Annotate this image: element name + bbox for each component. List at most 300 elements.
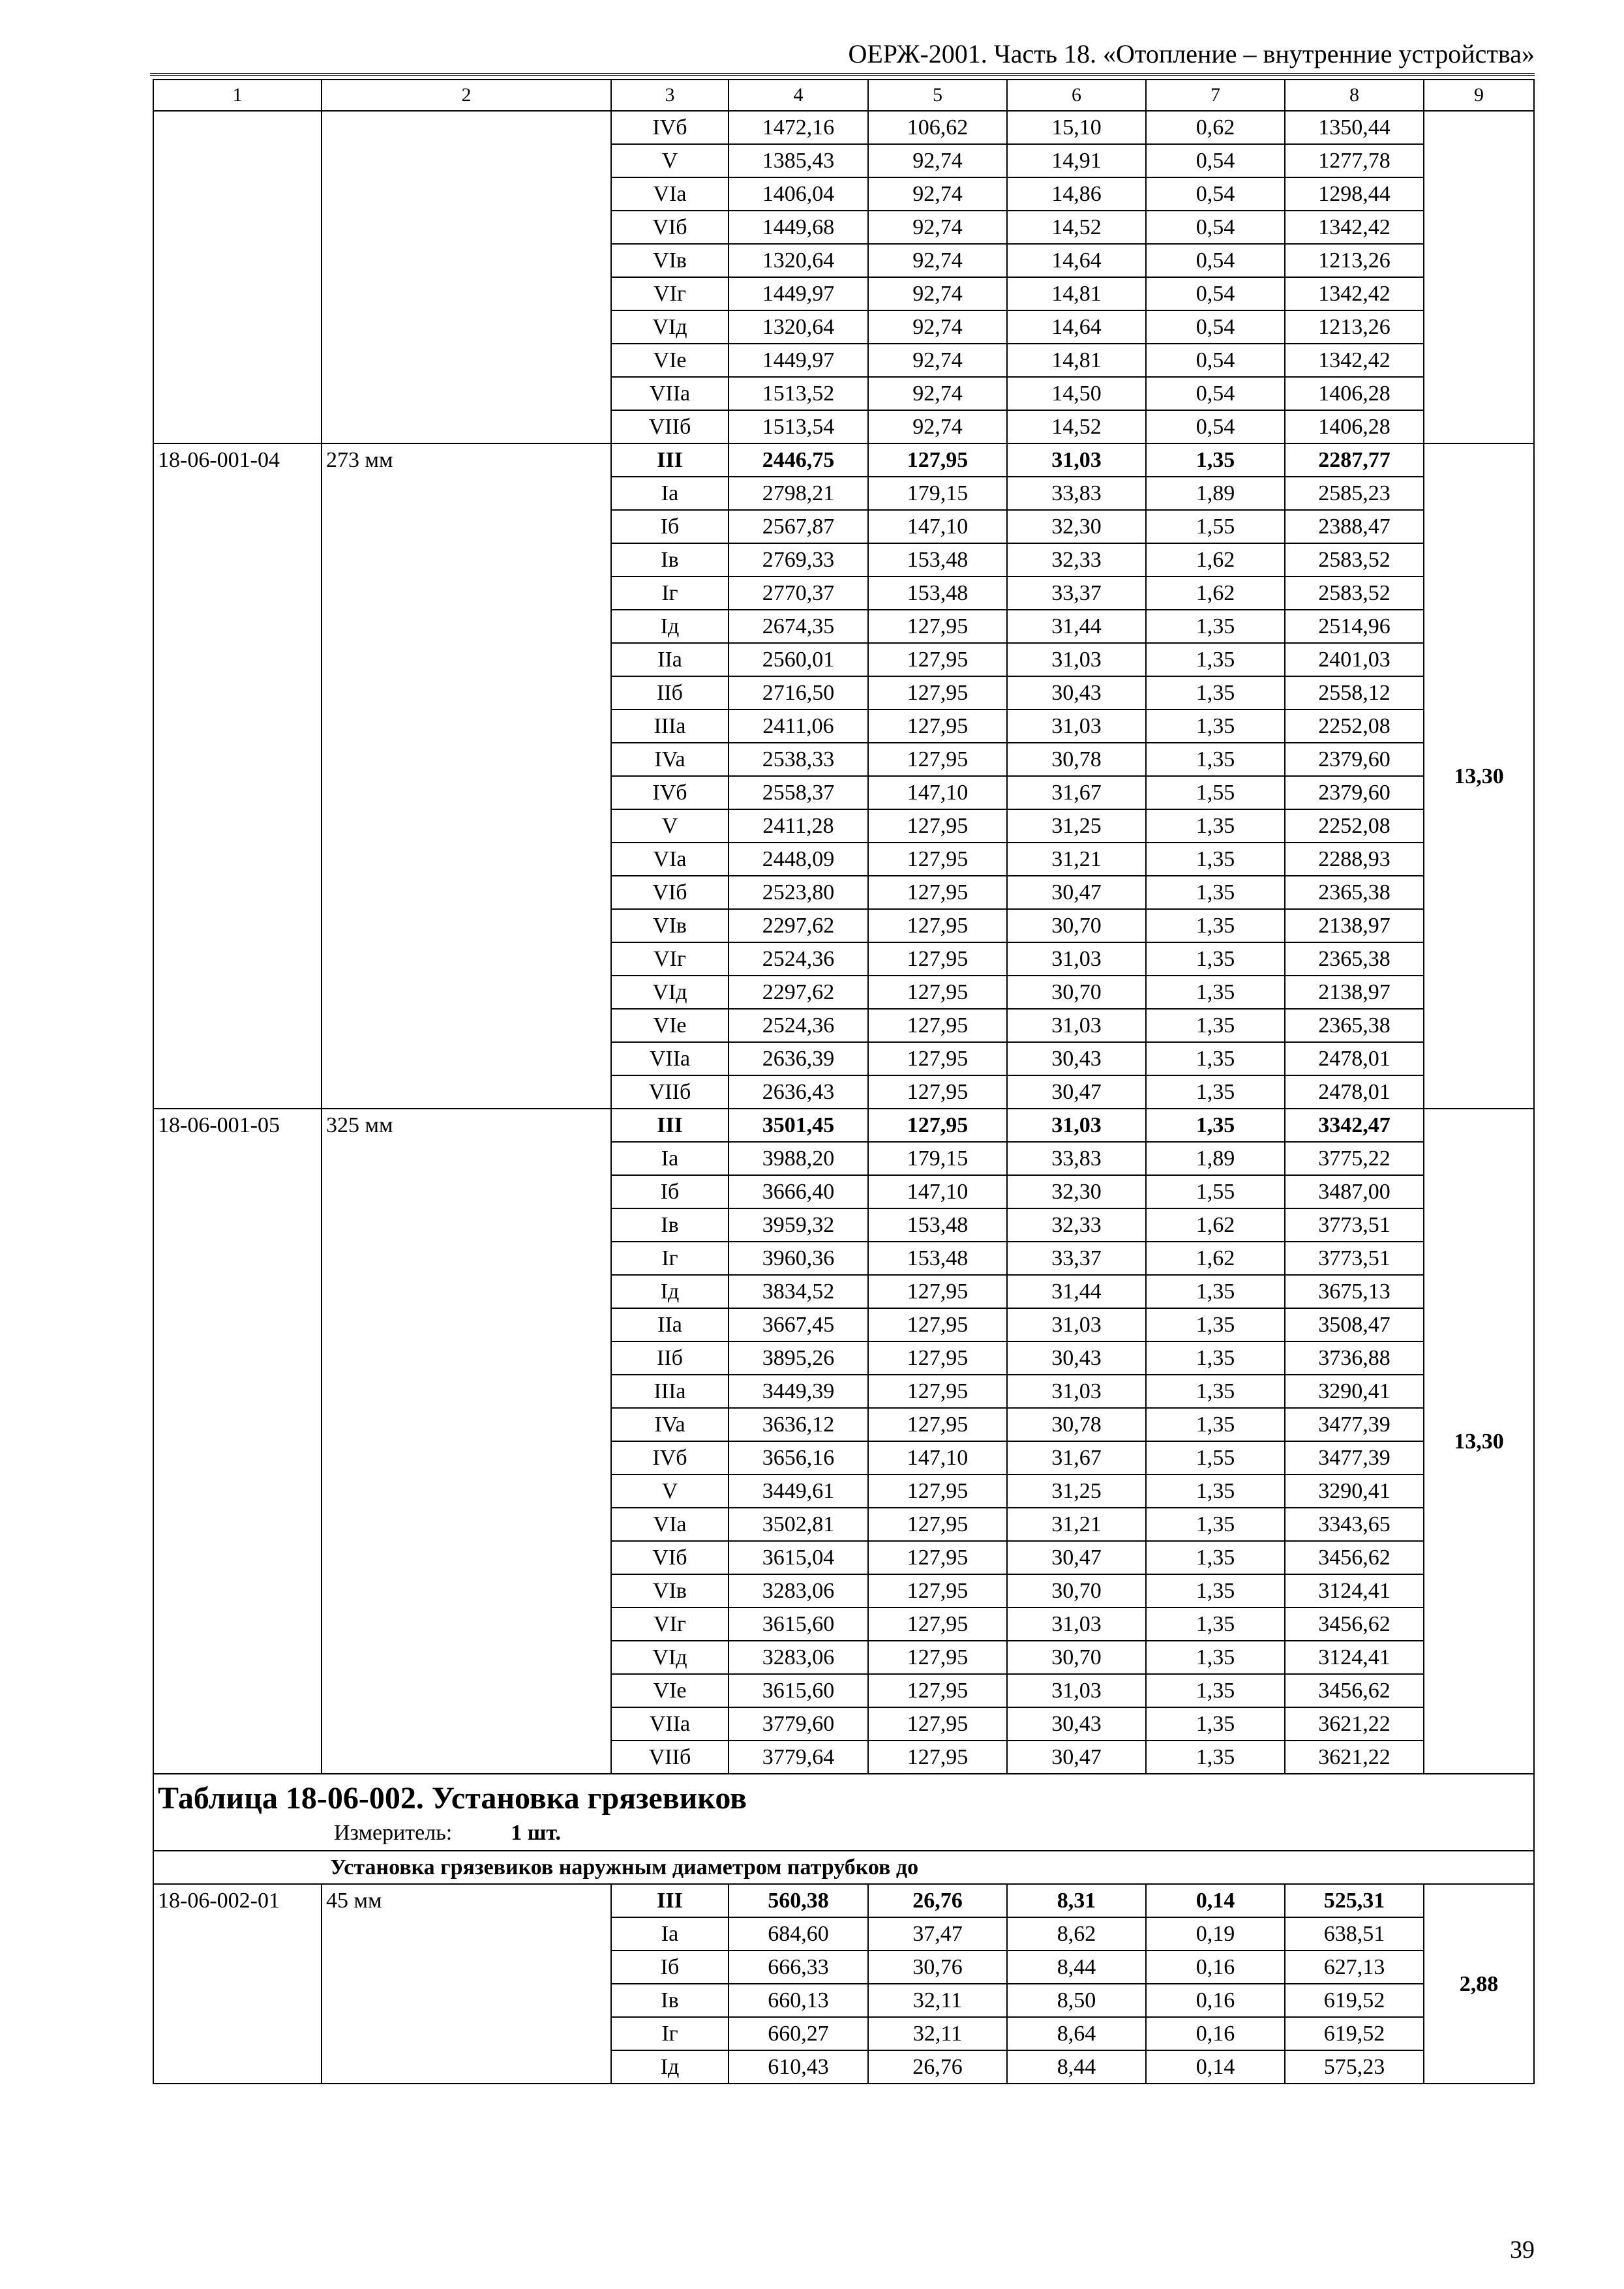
value-cell: 1,35: [1146, 443, 1285, 477]
value-cell: 1,35: [1146, 1341, 1285, 1375]
value-cell: 1,62: [1146, 1242, 1285, 1275]
value-cell: 31,03: [1007, 443, 1146, 477]
zone-cell: IIa: [611, 643, 729, 676]
zone-cell: IIб: [611, 1341, 729, 1375]
column-number: 8: [1285, 80, 1424, 111]
pipe-diameter: 273 мм: [322, 443, 611, 1109]
value-cell: 1,35: [1146, 809, 1285, 843]
value-cell: 1,35: [1146, 1109, 1285, 1142]
value-cell: 1,35: [1146, 643, 1285, 676]
zone-cell: VIIб: [611, 1075, 729, 1109]
zone-cell: V: [611, 809, 729, 843]
value-cell: 1,35: [1146, 876, 1285, 909]
value-cell: 525,31: [1285, 1884, 1424, 1917]
value-cell: 1513,54: [729, 410, 868, 443]
value-cell: 1,62: [1146, 543, 1285, 576]
value-cell: 31,03: [1007, 1109, 1146, 1142]
value-cell: 0,54: [1146, 144, 1285, 177]
value-cell: 153,48: [868, 1242, 1007, 1275]
value-cell: 2674,35: [729, 610, 868, 643]
value-cell: 1,62: [1146, 576, 1285, 610]
value-cell: 30,76: [868, 1951, 1007, 1984]
labor-cost-cell: 13,30: [1424, 1109, 1534, 1774]
value-cell: 0,16: [1146, 1984, 1285, 2017]
value-cell: 32,11: [868, 1984, 1007, 2017]
value-cell: 2297,62: [729, 909, 868, 942]
value-cell: 627,13: [1285, 1951, 1424, 1984]
value-cell: 26,76: [868, 2050, 1007, 2084]
value-cell: 127,95: [868, 1009, 1007, 1042]
value-cell: 2583,52: [1285, 576, 1424, 610]
value-cell: 1,35: [1146, 1608, 1285, 1641]
value-cell: 31,21: [1007, 1508, 1146, 1541]
value-cell: 15,10: [1007, 111, 1146, 144]
value-cell: 3667,45: [729, 1308, 868, 1341]
rate-code: 18-06-002-01: [153, 1884, 322, 2084]
value-cell: 14,86: [1007, 177, 1146, 211]
zone-cell: IIIa: [611, 710, 729, 743]
page-number: 39: [1510, 2236, 1535, 2264]
zone-cell: VIIб: [611, 410, 729, 443]
value-cell: 92,74: [868, 410, 1007, 443]
zone-cell: IIIa: [611, 1375, 729, 1408]
value-cell: 1320,64: [729, 310, 868, 344]
value-cell: 0,62: [1146, 111, 1285, 144]
value-cell: 2379,60: [1285, 776, 1424, 809]
zone-cell: Iб: [611, 1175, 729, 1208]
zone-cell: Ia: [611, 477, 729, 510]
value-cell: 37,47: [868, 1917, 1007, 1951]
value-cell: 1,35: [1146, 1275, 1285, 1308]
column-number: 9: [1424, 80, 1534, 111]
zone-cell: Ia: [611, 1917, 729, 1951]
value-cell: 31,03: [1007, 643, 1146, 676]
value-cell: 1406,28: [1285, 377, 1424, 410]
value-cell: 127,95: [868, 1408, 1007, 1441]
value-cell: 127,95: [868, 1608, 1007, 1641]
value-cell: 3124,41: [1285, 1574, 1424, 1608]
section-heading: [153, 1774, 1534, 1851]
value-cell: 92,74: [868, 211, 1007, 244]
value-cell: 127,95: [868, 909, 1007, 942]
zone-cell: VIe: [611, 1009, 729, 1042]
value-cell: 3775,22: [1285, 1142, 1424, 1175]
value-cell: 3621,22: [1285, 1741, 1424, 1774]
value-cell: 31,21: [1007, 843, 1146, 876]
pipe-diameter: 325 мм: [322, 1109, 611, 1774]
value-cell: 3675,13: [1285, 1275, 1424, 1308]
value-cell: 660,13: [729, 1984, 868, 2017]
table-row: [153, 111, 1534, 144]
value-cell: 2448,09: [729, 843, 868, 876]
value-cell: 30,43: [1007, 1707, 1146, 1741]
value-cell: 1449,97: [729, 277, 868, 310]
value-cell: 2478,01: [1285, 1042, 1424, 1075]
value-cell: 30,70: [1007, 976, 1146, 1009]
value-cell: 3736,88: [1285, 1341, 1424, 1375]
value-cell: 30,43: [1007, 676, 1146, 710]
value-cell: 3290,41: [1285, 1474, 1424, 1508]
column-number: 2: [322, 80, 611, 111]
value-cell: 2798,21: [729, 477, 868, 510]
value-cell: 8,44: [1007, 1951, 1146, 1984]
value-cell: 1342,42: [1285, 344, 1424, 377]
zone-cell: VIв: [611, 1574, 729, 1608]
value-cell: 1,55: [1146, 510, 1285, 543]
value-cell: 31,03: [1007, 1608, 1146, 1641]
section-heading-row: [153, 1774, 1534, 1851]
value-cell: 127,95: [868, 1275, 1007, 1308]
value-cell: 127,95: [868, 643, 1007, 676]
value-cell: 0,54: [1146, 410, 1285, 443]
value-cell: 2138,97: [1285, 976, 1424, 1009]
value-cell: 2583,52: [1285, 543, 1424, 576]
value-cell: 0,54: [1146, 244, 1285, 277]
zone-cell: VIб: [611, 1541, 729, 1574]
value-cell: 3779,64: [729, 1741, 868, 1774]
value-cell: 1,35: [1146, 1574, 1285, 1608]
zone-cell: V: [611, 144, 729, 177]
zone-cell: IIб: [611, 676, 729, 710]
value-cell: 30,47: [1007, 1541, 1146, 1574]
value-cell: 3895,26: [729, 1341, 868, 1375]
value-cell: 31,03: [1007, 1674, 1146, 1707]
value-cell: 3615,60: [729, 1608, 868, 1641]
value-cell: 1,35: [1146, 710, 1285, 743]
value-cell: 1,35: [1146, 1075, 1285, 1109]
value-cell: 1513,52: [729, 377, 868, 410]
value-cell: 1342,42: [1285, 211, 1424, 244]
value-cell: 30,43: [1007, 1042, 1146, 1075]
column-number: 4: [729, 80, 868, 111]
section-subheading-row: [153, 1851, 1534, 1884]
value-cell: 1,35: [1146, 976, 1285, 1009]
value-cell: 127,95: [868, 942, 1007, 976]
value-cell: 31,67: [1007, 776, 1146, 809]
value-cell: 3124,41: [1285, 1641, 1424, 1674]
value-cell: 1,89: [1146, 1142, 1285, 1175]
value-cell: 660,27: [729, 2017, 868, 2050]
value-cell: 0,14: [1146, 1884, 1285, 1917]
value-cell: 2716,50: [729, 676, 868, 710]
rate-code: 18-06-001-05: [153, 1109, 322, 1774]
labor-cost-cell: 13,30: [1424, 443, 1534, 1109]
value-cell: 127,95: [868, 443, 1007, 477]
zone-cell: IIa: [611, 1308, 729, 1341]
column-number: 3: [611, 80, 729, 111]
value-cell: 1449,97: [729, 344, 868, 377]
value-cell: 127,95: [868, 1741, 1007, 1774]
value-cell: 26,76: [868, 1884, 1007, 1917]
rates-table-body: [153, 80, 1534, 2084]
value-cell: 30,47: [1007, 1741, 1146, 1774]
value-cell: 32,33: [1007, 543, 1146, 576]
value-cell: 2560,01: [729, 643, 868, 676]
value-cell: 2636,43: [729, 1075, 868, 1109]
zone-cell: VIд: [611, 1641, 729, 1674]
value-cell: 147,10: [868, 1441, 1007, 1474]
value-cell: 3456,62: [1285, 1674, 1424, 1707]
value-cell: 179,15: [868, 477, 1007, 510]
zone-cell: Iд: [611, 610, 729, 643]
value-cell: 1298,44: [1285, 177, 1424, 211]
zone-cell: Iг: [611, 2017, 729, 2050]
value-cell: 127,95: [868, 1075, 1007, 1109]
value-cell: 31,44: [1007, 610, 1146, 643]
value-cell: 1,62: [1146, 1208, 1285, 1242]
value-cell: 14,50: [1007, 377, 1146, 410]
value-cell: 3449,61: [729, 1474, 868, 1508]
value-cell: 2478,01: [1285, 1075, 1424, 1109]
zone-cell: Iб: [611, 1951, 729, 1984]
zone-cell: Iд: [611, 1275, 729, 1308]
value-cell: 127,95: [868, 676, 1007, 710]
value-cell: 1,35: [1146, 1707, 1285, 1741]
value-cell: 30,70: [1007, 909, 1146, 942]
value-cell: 0,14: [1146, 2050, 1285, 2084]
value-cell: 3834,52: [729, 1275, 868, 1308]
value-cell: 1472,16: [729, 111, 868, 144]
value-cell: 560,38: [729, 1884, 868, 1917]
rate-code: 18-06-001-04: [153, 443, 322, 1109]
value-cell: 147,10: [868, 776, 1007, 809]
value-cell: 127,95: [868, 1042, 1007, 1075]
value-cell: 2365,38: [1285, 942, 1424, 976]
value-cell: 8,64: [1007, 2017, 1146, 2050]
column-numbers-row: [153, 80, 1534, 111]
zone-cell: VIб: [611, 211, 729, 244]
zone-cell: VIд: [611, 976, 729, 1009]
value-cell: 2636,39: [729, 1042, 868, 1075]
value-cell: 127,95: [868, 1474, 1007, 1508]
value-cell: 127,95: [868, 710, 1007, 743]
zone-cell: Iд: [611, 2050, 729, 2084]
value-cell: 33,37: [1007, 576, 1146, 610]
value-cell: 92,74: [868, 310, 1007, 344]
value-cell: 3779,60: [729, 1707, 868, 1741]
zone-cell: VIIa: [611, 1707, 729, 1741]
value-cell: 31,03: [1007, 1308, 1146, 1341]
value-cell: 14,81: [1007, 277, 1146, 310]
value-cell: 31,25: [1007, 1474, 1146, 1508]
value-cell: 30,47: [1007, 1075, 1146, 1109]
zone-cell: VIг: [611, 1608, 729, 1641]
section-title: Таблица 18-06-002. Установка грязевиков: [158, 1781, 747, 1816]
value-cell: 127,95: [868, 809, 1007, 843]
value-cell: 2769,33: [729, 543, 868, 576]
value-cell: 127,95: [868, 1641, 1007, 1674]
zone-cell: VIIa: [611, 1042, 729, 1075]
value-cell: 1,55: [1146, 1175, 1285, 1208]
header-rule: [150, 73, 1535, 76]
value-cell: 31,03: [1007, 1375, 1146, 1408]
value-cell: 3487,00: [1285, 1175, 1424, 1208]
zone-cell: IVa: [611, 1408, 729, 1441]
value-cell: 127,95: [868, 843, 1007, 876]
value-cell: 2297,62: [729, 976, 868, 1009]
value-cell: 2365,38: [1285, 1009, 1424, 1042]
value-cell: 2514,96: [1285, 610, 1424, 643]
zone-cell: VIв: [611, 909, 729, 942]
value-cell: 2365,38: [1285, 876, 1424, 909]
value-cell: 0,54: [1146, 211, 1285, 244]
value-cell: 3456,62: [1285, 1541, 1424, 1574]
value-cell: 14,64: [1007, 310, 1146, 344]
zone-cell: Iг: [611, 576, 729, 610]
value-cell: 1,35: [1146, 843, 1285, 876]
value-cell: 106,62: [868, 111, 1007, 144]
value-cell: 127,95: [868, 1375, 1007, 1408]
value-cell: 2524,36: [729, 942, 868, 976]
value-cell: 1,35: [1146, 1641, 1285, 1674]
value-cell: 2770,37: [729, 576, 868, 610]
value-cell: 0,54: [1146, 277, 1285, 310]
column-number: 5: [868, 80, 1007, 111]
value-cell: 30,70: [1007, 1574, 1146, 1608]
value-cell: 127,95: [868, 1574, 1007, 1608]
value-cell: 638,51: [1285, 1917, 1424, 1951]
value-cell: 1406,28: [1285, 410, 1424, 443]
value-cell: 3502,81: [729, 1508, 868, 1541]
zone-cell: IVa: [611, 743, 729, 776]
value-cell: 30,47: [1007, 876, 1146, 909]
value-cell: 1,55: [1146, 776, 1285, 809]
value-cell: 30,78: [1007, 1408, 1146, 1441]
value-cell: 127,95: [868, 1308, 1007, 1341]
value-cell: 127,95: [868, 1341, 1007, 1375]
value-cell: 2558,37: [729, 776, 868, 809]
value-cell: 3508,47: [1285, 1308, 1424, 1341]
value-cell: 31,67: [1007, 1441, 1146, 1474]
value-cell: 3988,20: [729, 1142, 868, 1175]
value-cell: 0,54: [1146, 177, 1285, 211]
value-cell: 575,23: [1285, 2050, 1424, 2084]
value-cell: 32,30: [1007, 1175, 1146, 1208]
value-cell: 1449,68: [729, 211, 868, 244]
zone-cell: VIб: [611, 876, 729, 909]
value-cell: 127,95: [868, 1674, 1007, 1707]
value-cell: 1,35: [1146, 909, 1285, 942]
value-cell: 92,74: [868, 244, 1007, 277]
column-number: 1: [153, 80, 322, 111]
value-cell: 610,43: [729, 2050, 868, 2084]
value-cell: 2379,60: [1285, 743, 1424, 776]
zone-cell: V: [611, 1474, 729, 1508]
value-cell: 1,55: [1146, 1441, 1285, 1474]
value-cell: 3449,39: [729, 1375, 868, 1408]
value-cell: 2585,23: [1285, 477, 1424, 510]
value-cell: 127,95: [868, 876, 1007, 909]
value-cell: 92,74: [868, 177, 1007, 211]
meter-value: 1 шт.: [511, 1821, 562, 1845]
value-cell: 30,70: [1007, 1641, 1146, 1674]
value-cell: 33,83: [1007, 477, 1146, 510]
value-cell: 3959,32: [729, 1208, 868, 1242]
value-cell: 33,37: [1007, 1242, 1146, 1275]
value-cell: 2411,06: [729, 710, 868, 743]
value-cell: 14,91: [1007, 144, 1146, 177]
value-cell: 1,35: [1146, 1308, 1285, 1341]
value-cell: 92,74: [868, 144, 1007, 177]
zone-cell: VIIa: [611, 377, 729, 410]
table-row: [153, 1109, 1534, 1142]
value-cell: 31,44: [1007, 1275, 1146, 1308]
value-cell: 1,35: [1146, 1408, 1285, 1441]
value-cell: 8,50: [1007, 1984, 1146, 2017]
value-cell: 1,35: [1146, 1741, 1285, 1774]
zone-cell: VIд: [611, 310, 729, 344]
zone-cell: VIe: [611, 344, 729, 377]
value-cell: 2287,77: [1285, 443, 1424, 477]
empty-cell: [322, 111, 611, 443]
value-cell: 2446,75: [729, 443, 868, 477]
empty-cell: [1424, 111, 1534, 443]
zone-cell: VIe: [611, 1674, 729, 1707]
zone-cell: VIг: [611, 942, 729, 976]
value-cell: 3960,36: [729, 1242, 868, 1275]
value-cell: 1,35: [1146, 1474, 1285, 1508]
value-cell: 0,16: [1146, 1951, 1285, 1984]
zone-cell: VIa: [611, 1508, 729, 1541]
value-cell: 1406,04: [729, 177, 868, 211]
column-number: 6: [1007, 80, 1146, 111]
value-cell: 31,03: [1007, 942, 1146, 976]
value-cell: 2524,36: [729, 1009, 868, 1042]
table-row: [153, 1884, 1534, 1917]
value-cell: 666,33: [729, 1951, 868, 1984]
value-cell: 2523,80: [729, 876, 868, 909]
value-cell: 31,03: [1007, 710, 1146, 743]
zone-cell: Iв: [611, 1208, 729, 1242]
value-cell: 8,31: [1007, 1884, 1146, 1917]
value-cell: 127,95: [868, 976, 1007, 1009]
value-cell: 14,52: [1007, 211, 1146, 244]
labor-cost-cell: 2,88: [1424, 1884, 1534, 2084]
zone-cell: Iв: [611, 543, 729, 576]
value-cell: 31,03: [1007, 1009, 1146, 1042]
value-cell: 32,30: [1007, 510, 1146, 543]
value-cell: 2288,93: [1285, 843, 1424, 876]
value-cell: 3283,06: [729, 1574, 868, 1608]
value-cell: 2401,03: [1285, 643, 1424, 676]
value-cell: 127,95: [868, 1109, 1007, 1142]
value-cell: 30,43: [1007, 1341, 1146, 1375]
value-cell: 14,64: [1007, 244, 1146, 277]
zone-cell: Iб: [611, 510, 729, 543]
empty-cell: [153, 111, 322, 443]
zone-cell: Iг: [611, 1242, 729, 1275]
value-cell: 179,15: [868, 1142, 1007, 1175]
value-cell: 1385,43: [729, 144, 868, 177]
value-cell: 127,95: [868, 610, 1007, 643]
value-cell: 0,54: [1146, 344, 1285, 377]
zone-cell: Iв: [611, 1984, 729, 2017]
value-cell: 2252,08: [1285, 809, 1424, 843]
value-cell: 3656,16: [729, 1441, 868, 1474]
value-cell: 0,54: [1146, 310, 1285, 344]
zone-cell: VIIб: [611, 1741, 729, 1774]
section-subheading: Установка грязевиков наружным диаметром патрубков до: [153, 1851, 1534, 1884]
value-cell: 2558,12: [1285, 676, 1424, 710]
value-cell: 0,54: [1146, 377, 1285, 410]
rates-table: [153, 79, 1535, 2084]
value-cell: 1213,26: [1285, 244, 1424, 277]
value-cell: 684,60: [729, 1917, 868, 1951]
running-header: ОЕРЖ-2001. Часть 18. «Отопление – внутренние устройства»: [848, 39, 1535, 68]
value-cell: 1,35: [1146, 1541, 1285, 1574]
value-cell: 33,83: [1007, 1142, 1146, 1175]
value-cell: 3342,47: [1285, 1109, 1424, 1142]
